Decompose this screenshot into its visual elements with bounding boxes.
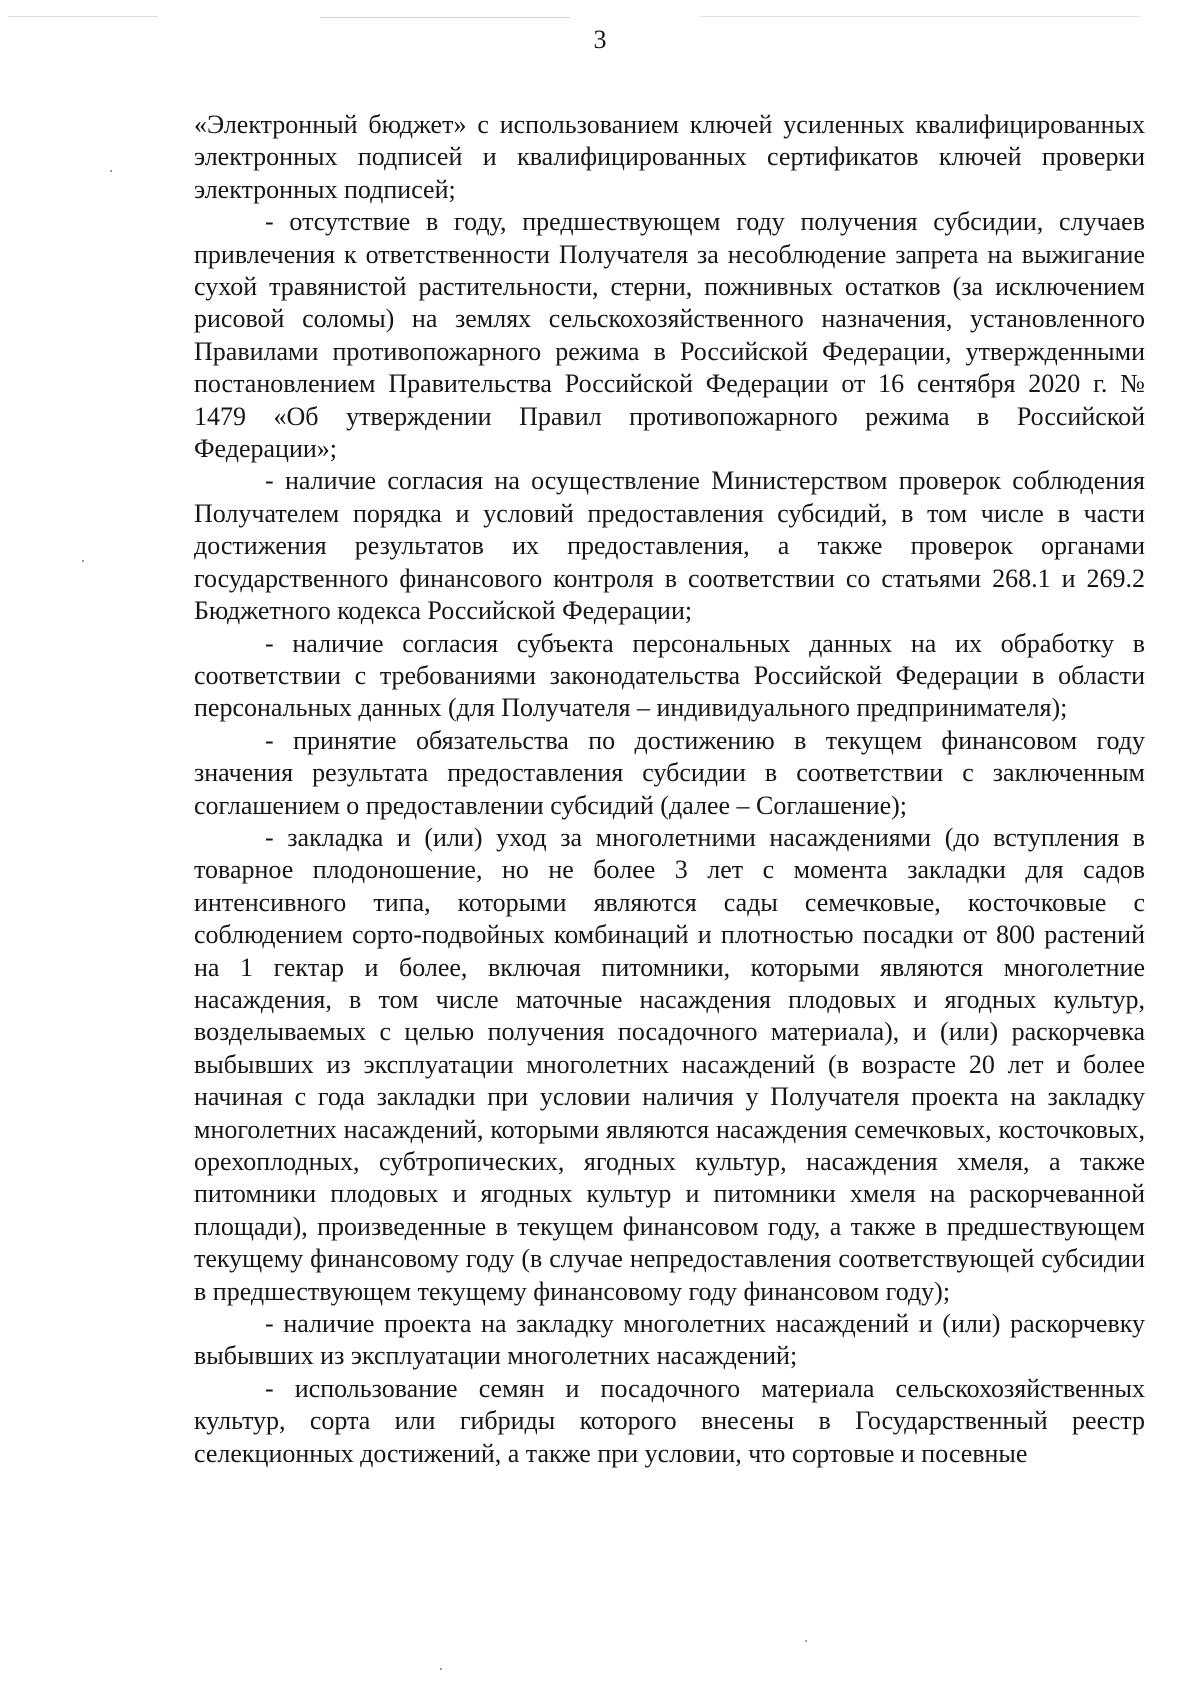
list-item-result-obligation: - принятие обязательства по достижению в текущем финансовом году значения результата предоставления субсидии в соответствии с заключенным соглашением о предоставлении субсидий (далее – Соглашение); bbox=[194, 725, 1145, 820]
list-item-personal-data-consent: - наличие согласия субъекта персональных данных на их обработку в соответствии с требованиями законодательства Российской Федерации в области персональных данных (для Получателя – индивидуального предпринимателя); bbox=[194, 628, 1145, 723]
list-item-fire-regime-compliance: - отсутствие в году, предшествующем году получения субсидии, случаев привлечения к ответственности Получателя за несоблюдение запрета на выжигание сухой травянистой растительности, стерни, пожнивных остатков (за исключением рисовой соломы) на землях сельскохозяйственного назначения, установленного Правилами противопожарного режима в Российской Федерации, утвержденными постановлением Правительства Российской Федерации от 16 сентября 2020 г. № 1479 «Об утверждении Правил противопожарного режима в Российской Федерации»; bbox=[194, 207, 1145, 464]
scan-speck bbox=[805, 1640, 807, 1642]
list-item-registered-seeds: - использование семян и посадочного материала сельскохозяйственных культур, сорта или гибриды которого внесены в Государственный реестр селекционных достижений, а также при условии, что сортовые и посевные bbox=[194, 1373, 1145, 1468]
list-item-inspection-consent: - наличие согласия на осуществление Министерством проверок соблюдения Получателем порядка и условий предоставления субсидий, в том числе в части достижения результатов их предоставления, а также проверок органами государственного финансового контроля в соответствии со статьями 268.1 и 269.2 Бюджетного кодекса Российской Федерации; bbox=[194, 466, 1145, 626]
list-item-perennial-plantings: - закладка и (или) уход за многолетними насаждениями (до вступления в товарное плодоношение, но не более 3 лет с момента закладки для садов интенсивного типа, которыми являются сады семечковые, косточковые с соблюдением сорто-подвойных комбинаций и плотностью посадки от 800 растений на 1 гектар и более, включая питомники, которыми являются многолетние насаждения, в том числе маточные насаждения плодовых и ягодных культур, возделываемых с целью получения посадочного материала), и (или) раскорчевка выбывших из эксплуатации многолетних насаждений (в возрасте 20 лет и более начиная с года закладки при условии наличия у Получателя проекта на закладку многолетних насаждений, которыми являются насаждения семечковых, косточковых, орехоплодных, субтропических, ягодных культур, насаждения хмеля, а также питомники плодовых и ягодных культур и питомники хмеля на раскорчеванной площади), произведенные в текущем финансовом году, а также в предшествующем текущему финансовому году (в случае непредоставления соответствующей субсидии в предшествующем текущему финансовому году финансовом году); bbox=[194, 822, 1145, 1306]
scan-artifact-top-middle bbox=[320, 17, 570, 18]
list-item-planting-project: - наличие проекта на закладку многолетних насаждений и (или) раскорчевку выбывших из эксплуатации многолетних насаждений; bbox=[194, 1309, 1145, 1371]
scan-artifact-top-left bbox=[8, 16, 158, 17]
scan-speck bbox=[440, 1668, 442, 1670]
paragraph-continuation: «Электронный бюджет» с использованием ключей усиленных квалифицированных электронных подписей и квалифицированных сертификатов ключей проверки электронных подписей; bbox=[194, 110, 1145, 204]
page-number: 3 bbox=[593, 25, 607, 54]
scan-speck bbox=[110, 170, 112, 172]
scan-speck bbox=[82, 560, 84, 562]
scan-artifact-top-right bbox=[700, 16, 1140, 17]
document-body bbox=[194, 109, 1145, 1470]
